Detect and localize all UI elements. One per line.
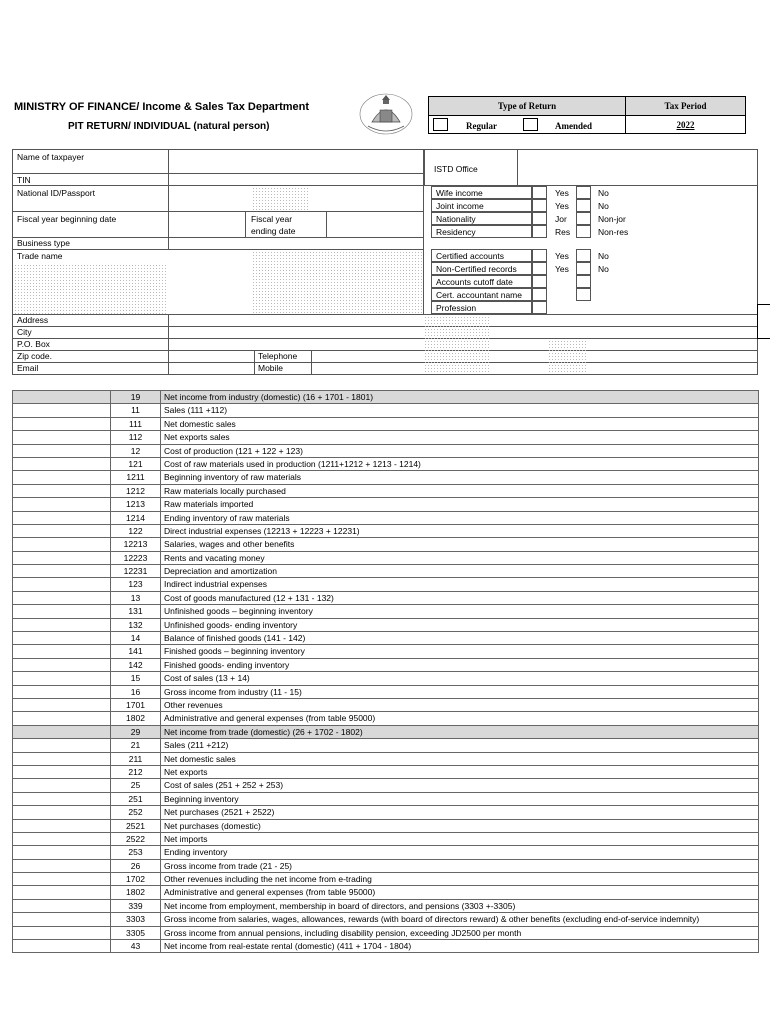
address-label: Address (17, 315, 49, 325)
row-code: 252 (111, 806, 161, 819)
certified-accounts-label: Certified accounts (436, 251, 505, 261)
table-row (13, 591, 759, 604)
row-description: Finished goods – beginning inventory (161, 645, 759, 658)
row-blank-cell (13, 792, 111, 805)
row-code: 253 (111, 846, 161, 859)
no-label-2: No (598, 201, 609, 211)
national-id-label: National ID/Passport (17, 188, 95, 198)
row-code: 12213 (111, 538, 161, 551)
row-description: Net domestic sales (161, 417, 759, 430)
row-description: Gross income from salaries, wages, allowances, rewards (with board of directors reward) & other benefits (excluding end-of-service indemnity) (161, 913, 759, 926)
row-blank-cell (13, 846, 111, 859)
residency-res-box[interactable] (532, 225, 547, 238)
joint-income-no-box[interactable] (576, 199, 591, 212)
row-description: Balance of finished goods (141 - 142) (161, 632, 759, 645)
row-description: Net exports (161, 765, 759, 778)
row-blank-cell (13, 391, 111, 404)
table-row (13, 658, 759, 671)
table-row (13, 498, 759, 511)
row-blank-cell (13, 672, 111, 685)
tin-label: TIN (17, 175, 31, 185)
row-code: 121 (111, 457, 161, 470)
row-blank-cell (13, 457, 111, 470)
row-code: 132 (111, 618, 161, 631)
row-code: 11 (111, 404, 161, 417)
pobox-label: P.O. Box (17, 339, 50, 349)
non-certified-no-box[interactable] (576, 262, 591, 275)
row-code: 122 (111, 524, 161, 537)
row-description: Net purchases (2521 + 2522) (161, 806, 759, 819)
name-label: Name of taxpayer (17, 152, 85, 162)
non-certified-yes-box[interactable] (532, 262, 547, 275)
table-row (13, 779, 759, 792)
row-blank-cell (13, 565, 111, 578)
row-blank-cell (13, 725, 111, 738)
telephone-label: Telephone (258, 351, 298, 361)
no-label-3: No (598, 251, 609, 261)
row-blank-cell (13, 498, 111, 511)
row-code: 12231 (111, 565, 161, 578)
tax-period-value: 2022 (676, 120, 695, 130)
row-code: 339 (111, 899, 161, 912)
table-row (13, 431, 759, 444)
row-blank-cell (13, 765, 111, 778)
row-blank-cell (13, 431, 111, 444)
row-description: Other revenues (161, 698, 759, 711)
email-label: Email (17, 363, 39, 373)
row-code: 1214 (111, 511, 161, 524)
table-row (13, 792, 759, 805)
row-description: Cost of raw materials used in production (1211+1212 + 1213 - 1214) (161, 457, 759, 470)
row-description: Other revenues including the net income from e-trading (161, 873, 759, 886)
row-blank-cell (13, 779, 111, 792)
table-row (13, 739, 759, 752)
nationality-nonjor-box[interactable] (576, 212, 591, 225)
table-row (13, 645, 759, 658)
tax-period-label: Tax Period (664, 101, 707, 111)
joint-income-label: Joint income (436, 201, 484, 211)
address-label-divider (168, 314, 169, 375)
nonjor-label: Non-jor (598, 214, 626, 224)
row-blank-cell (13, 752, 111, 765)
type-of-return-label: Type of Return (497, 101, 557, 111)
row-blank-cell (13, 873, 111, 886)
table-row (13, 672, 759, 685)
row-code: 131 (111, 605, 161, 618)
table-row (13, 819, 759, 832)
row-blank-cell (13, 819, 111, 832)
table-row (13, 725, 759, 738)
address-shaded-2 (548, 340, 588, 374)
residency-nonres-box[interactable] (576, 225, 591, 238)
row-code: 13 (111, 591, 161, 604)
table-row (13, 457, 759, 470)
email-field[interactable] (12, 362, 758, 375)
row-blank-cell (13, 698, 111, 711)
certified-yes-box[interactable] (532, 249, 547, 262)
row-code: 16 (111, 685, 161, 698)
table-row (13, 926, 759, 939)
fiscal-begin-label: Fiscal year beginning date (17, 214, 117, 224)
row-description: Rents and vacating money (161, 551, 759, 564)
row-description: Raw materials locally purchased (161, 484, 759, 497)
amended-label: Amended (555, 121, 593, 131)
row-blank-cell (13, 685, 111, 698)
table-row (13, 511, 759, 524)
row-blank-cell (13, 551, 111, 564)
table-row (13, 886, 759, 899)
row-description: Beginning inventory (161, 792, 759, 805)
row-description: Finished goods- ending inventory (161, 658, 759, 671)
row-description: Net exports sales (161, 431, 759, 444)
row-code: 212 (111, 765, 161, 778)
row-description: Gross income from trade (21 - 25) (161, 859, 759, 872)
address-shaded (424, 316, 490, 374)
non-certified-label: Non-Certified records (436, 264, 517, 274)
row-code: 123 (111, 578, 161, 591)
row-code: 1702 (111, 873, 161, 886)
row-blank-cell (13, 591, 111, 604)
yes-label-2: Yes (555, 201, 569, 211)
accounts-cutoff-label: Accounts cutoff date (436, 277, 513, 287)
row-code: 19 (111, 391, 161, 404)
row-code: 12 (111, 444, 161, 457)
table-row (13, 618, 759, 631)
cert-accountant-box[interactable] (532, 288, 547, 301)
row-description: Gross income from industry (11 - 15) (161, 685, 759, 698)
row-code: 2522 (111, 832, 161, 845)
page-edge-mark-2 (757, 338, 770, 339)
fiscal-end-value[interactable] (326, 211, 424, 238)
row-blank-cell (13, 645, 111, 658)
row-blank-cell (13, 712, 111, 725)
row-description: Gross income from annual pensions, including disability pension, exceeding JD2500 per month (161, 926, 759, 939)
row-blank-cell (13, 658, 111, 671)
row-code: 1213 (111, 498, 161, 511)
row-description: Net income from trade (domestic) (26 + 1702 - 1802) (161, 725, 759, 738)
row-code: 1802 (111, 886, 161, 899)
row-blank-cell (13, 618, 111, 631)
row-description: Net domestic sales (161, 752, 759, 765)
yes-label-3: Yes (555, 251, 569, 261)
row-blank-cell (13, 417, 111, 430)
row-description: Unfinished goods- ending inventory (161, 618, 759, 631)
row-code: 25 (111, 779, 161, 792)
row-code: 141 (111, 645, 161, 658)
row-blank-cell (13, 940, 111, 953)
table-row (13, 417, 759, 430)
row-code: 14 (111, 632, 161, 645)
row-blank-cell (13, 926, 111, 939)
wife-income-yes-box[interactable] (532, 186, 547, 199)
table-row (13, 471, 759, 484)
fiscal-begin-value[interactable] (168, 211, 246, 238)
row-code: 1211 (111, 471, 161, 484)
table-row (13, 846, 759, 859)
table-row (13, 832, 759, 845)
page-edge-mark-3 (757, 304, 758, 338)
row-blank-cell (13, 899, 111, 912)
row-blank-cell (13, 886, 111, 899)
mobile-label: Mobile (258, 363, 284, 373)
row-blank-cell (13, 806, 111, 819)
table-row (13, 578, 759, 591)
trade-name-shaded-left (14, 264, 166, 314)
label-column-divider (168, 149, 169, 249)
fiscal-end-label-1: Fiscal year (251, 214, 293, 224)
row-code: 21 (111, 739, 161, 752)
row-blank-cell (13, 404, 111, 417)
national-id-shaded (252, 187, 310, 211)
table-row (13, 632, 759, 645)
city-label: City (17, 327, 32, 337)
row-code: 43 (111, 940, 161, 953)
row-code: 142 (111, 658, 161, 671)
row-description: Sales (111 +112) (161, 404, 759, 417)
regular-label: Regular (466, 121, 497, 131)
accounts-cutoff-extra-box[interactable] (576, 275, 591, 288)
row-description: Beginning inventory of raw materials (161, 471, 759, 484)
form-title: PIT RETURN/ INDIVIDUAL (natural person) (68, 121, 270, 132)
zip-label: Zip code. (17, 351, 52, 361)
income-table (12, 390, 759, 953)
table-row (13, 712, 759, 725)
row-code: 111 (111, 417, 161, 430)
ministry-seal-emblem (358, 92, 414, 136)
trade-name-shaded (252, 251, 422, 313)
nationality-label: Nationality (436, 214, 476, 224)
table-row (13, 913, 759, 926)
wife-income-no-box[interactable] (576, 186, 591, 199)
row-blank-cell (13, 524, 111, 537)
no-label-1: No (598, 188, 609, 198)
row-description: Net income from real-estate rental (domestic) (411 + 1704 - 1804) (161, 940, 759, 953)
row-description: Net income from employment, membership in board of directors, and pensions (3303 +-3305) (161, 899, 759, 912)
res-label: Res (555, 227, 571, 237)
row-description: Cost of sales (13 + 14) (161, 672, 759, 685)
row-blank-cell (13, 605, 111, 618)
row-description: Indirect industrial expenses (161, 578, 759, 591)
regular-checkbox[interactable] (433, 118, 448, 131)
row-code: 1802 (111, 712, 161, 725)
row-code: 251 (111, 792, 161, 805)
table-row (13, 899, 759, 912)
row-code: 1212 (111, 484, 161, 497)
row-description: Sales (211 +212) (161, 739, 759, 752)
ministry-title: MINISTRY OF FINANCE/ Income & Sales Tax Department (14, 101, 310, 113)
table-row (13, 524, 759, 537)
table-row (13, 752, 759, 765)
table-row (13, 765, 759, 778)
wife-income-label: Wife income (436, 188, 483, 198)
row-description: Raw materials imported (161, 498, 759, 511)
table-row (13, 444, 759, 457)
joint-income-yes-box[interactable] (532, 199, 547, 212)
row-description: Net income from industry (domestic) (16 + 1701 - 1801) (161, 391, 759, 404)
table-row (13, 685, 759, 698)
residency-label: Residency (436, 227, 476, 237)
row-blank-cell (13, 859, 111, 872)
row-description: Unfinished goods – beginning inventory (161, 605, 759, 618)
row-description: Cost of sales (251 + 252 + 253) (161, 779, 759, 792)
row-code: 211 (111, 752, 161, 765)
table-row (13, 806, 759, 819)
row-description: Ending inventory of raw materials (161, 511, 759, 524)
table-row (13, 551, 759, 564)
table-row (13, 698, 759, 711)
row-description: Salaries, wages and other benefits (161, 538, 759, 551)
row-code: 12223 (111, 551, 161, 564)
table-row (13, 605, 759, 618)
table-row (13, 940, 759, 953)
row-code: 1701 (111, 698, 161, 711)
fiscal-end-label-2: ending date (251, 226, 296, 236)
row-code: 29 (111, 725, 161, 738)
row-description: Direct industrial expenses (12213 + 12223 + 12231) (161, 524, 759, 537)
row-description: Net purchases (domestic) (161, 819, 759, 832)
row-description: Depreciation and amortization (161, 565, 759, 578)
accounts-cutoff-box[interactable] (532, 275, 547, 288)
row-blank-cell (13, 538, 111, 551)
row-code: 3303 (111, 913, 161, 926)
table-row (13, 404, 759, 417)
page-edge-mark (757, 304, 770, 305)
row-code: 3305 (111, 926, 161, 939)
certified-no-box[interactable] (576, 249, 591, 262)
table-row (13, 484, 759, 497)
table-row (13, 391, 759, 404)
table-row (13, 538, 759, 551)
row-blank-cell (13, 739, 111, 752)
row-blank-cell (13, 578, 111, 591)
row-description: Administrative and general expenses (from table 95000) (161, 886, 759, 899)
row-description: Ending inventory (161, 846, 759, 859)
amended-checkbox[interactable] (523, 118, 538, 131)
row-description: Cost of goods manufactured (12 + 131 - 132) (161, 591, 759, 604)
row-description: Cost of production (121 + 122 + 123) (161, 444, 759, 457)
row-blank-cell (13, 444, 111, 457)
row-blank-cell (13, 832, 111, 845)
row-blank-cell (13, 484, 111, 497)
jor-label: Jor (555, 214, 567, 224)
row-code: 112 (111, 431, 161, 444)
row-code: 26 (111, 859, 161, 872)
business-type-label: Business type (17, 238, 70, 248)
table-row (13, 873, 759, 886)
row-blank-cell (13, 632, 111, 645)
nonres-label: Non-res (598, 227, 629, 237)
yes-label-4: Yes (555, 264, 569, 274)
row-blank-cell (13, 511, 111, 524)
profession-box[interactable] (532, 301, 547, 314)
trade-name-label: Trade name (17, 251, 63, 261)
table-row (13, 565, 759, 578)
yes-label-1: Yes (555, 188, 569, 198)
row-description: Administrative and general expenses (from table 95000) (161, 712, 759, 725)
row-blank-cell (13, 913, 111, 926)
cert-accountant-extra-box[interactable] (576, 288, 591, 301)
istd-office-label: ISTD Office (434, 164, 478, 174)
nationality-jor-box[interactable] (532, 212, 547, 225)
no-label-4: No (598, 264, 609, 274)
profession-label: Profession (436, 303, 477, 313)
row-description: Net imports (161, 832, 759, 845)
table-row (13, 859, 759, 872)
cert-accountant-label: Cert. accountant name (436, 290, 522, 300)
row-code: 15 (111, 672, 161, 685)
row-blank-cell (13, 471, 111, 484)
row-code: 2521 (111, 819, 161, 832)
